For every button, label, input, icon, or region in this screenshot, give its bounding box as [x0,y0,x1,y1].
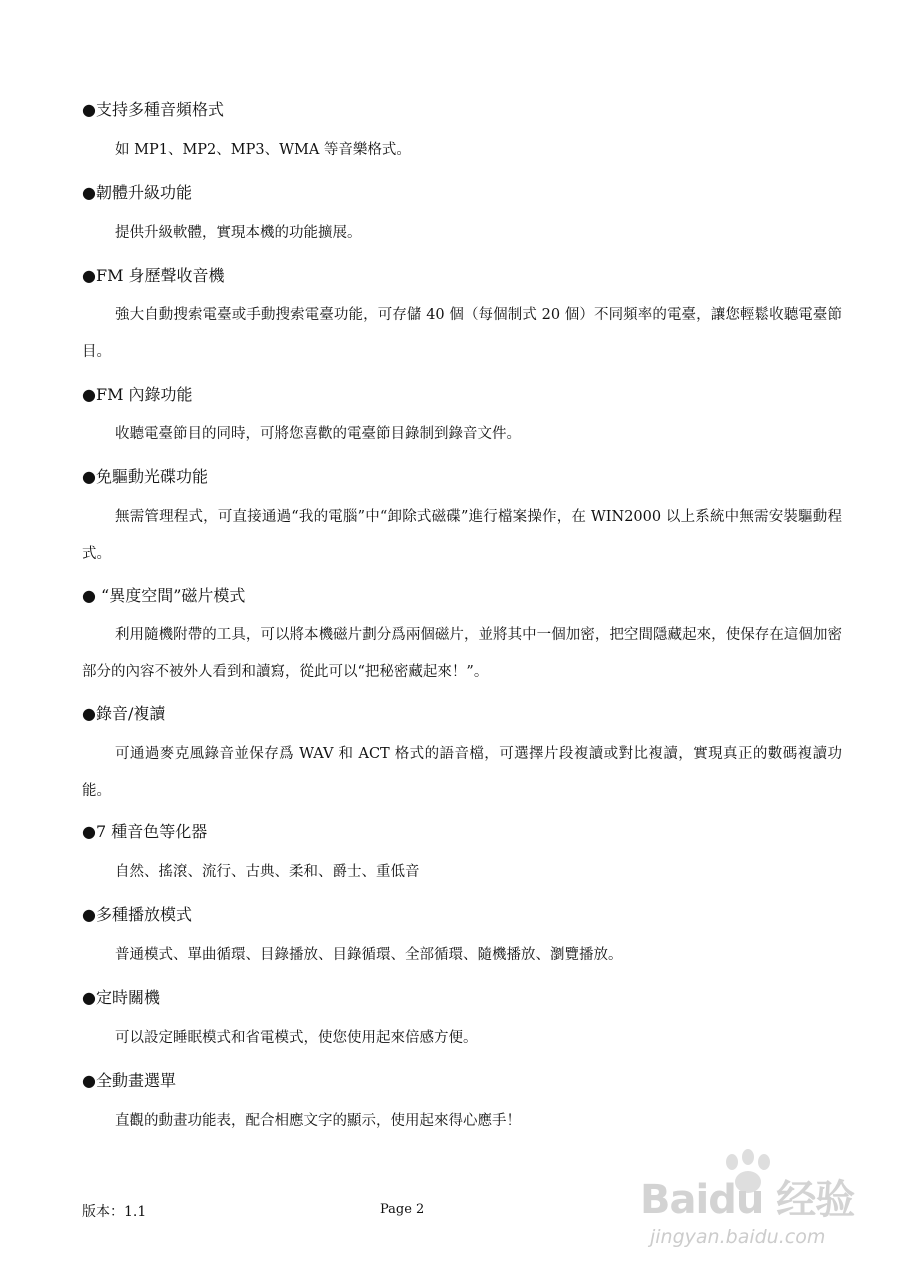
heading-fm-radio: ●FM 身歷聲收音機 [82,266,225,285]
heading-firmware-upgrade: ●韌體升級功能 [82,183,192,202]
heading-audio-formats: ●支持多種音頻格式 [82,100,224,119]
baidu-watermark [640,1148,860,1263]
heading-play-modes: ●多種播放模式 [82,905,192,924]
heading-driverless: ●免驅動光碟功能 [82,467,208,486]
para-audio-formats: 如 MP1、MP2、MP3、WMA 等音樂格式。 [115,142,411,158]
watermark-logo: Baidu 经验 [640,1177,855,1223]
para-animated-menu: 直觀的動畫功能表，配合相應文字的顯示，使用起來得心應手！ [115,1113,521,1129]
heading-disk-mode: ● “異度空間”磁片模式 [82,586,246,605]
watermark-url: jingyan.baidu.com [650,1226,826,1248]
para-disk-mode: 利用隨機附帶的工具，可以將本機磁片劃分爲兩個磁片，並將其中一個加密，把空間隱藏起來，使保存在這個加密部分的內容不被外人看到和讀寫，從此可以“把秘密藏起來！”。 [82,627,842,680]
heading-animated-menu: ●全動畫選單 [82,1071,176,1090]
para-record-repeat: 可通過麥克風錄音並保存爲 WAV 和 ACT 格式的語音檔，可選擇片段複讀或對比複讀，實現真正的數碼複讀功能。 [82,746,842,799]
para-fm-record: 收聽電臺節目的同時，可將您喜歡的電臺節目錄制到錄音文件。 [115,426,521,442]
heading-record-repeat: ●錄音/複讀 [82,704,166,723]
heading-timer-shutdown: ●定時關機 [82,988,160,1007]
footer-page-number: Page 2 [380,1202,425,1217]
para-play-modes: 普通模式、單曲循環、目錄播放、目錄循環、全部循環、隨機播放、瀏覽播放。 [115,947,623,963]
para-fm-radio: 強大自動搜索電臺或手動搜索電臺功能，可存儲 40 個（每個制式 20 個）不同頻率的電臺，讓您輕鬆收聽電臺節目。 [82,307,842,360]
footer-version: 版本：1.1 [82,1204,147,1220]
para-timer-shutdown: 可以設定睡眠模式和省電模式，使您使用起來倍感方便。 [115,1030,478,1046]
para-equalizer: 自然、搖滾、流行、古典、柔和、爵士、重低音 [115,864,420,880]
heading-equalizer: ●7 種音色等化器 [82,822,208,841]
heading-fm-record: ●FM 內錄功能 [82,385,193,404]
para-driverless: 無需管理程式，可直接通過“我的電腦”中“卸除式磁碟”進行檔案操作，在 WIN2000 以上系統中無需安裝驅動程式。 [82,509,842,562]
para-firmware-upgrade: 提供升級軟體，實現本機的功能擴展。 [115,225,362,241]
